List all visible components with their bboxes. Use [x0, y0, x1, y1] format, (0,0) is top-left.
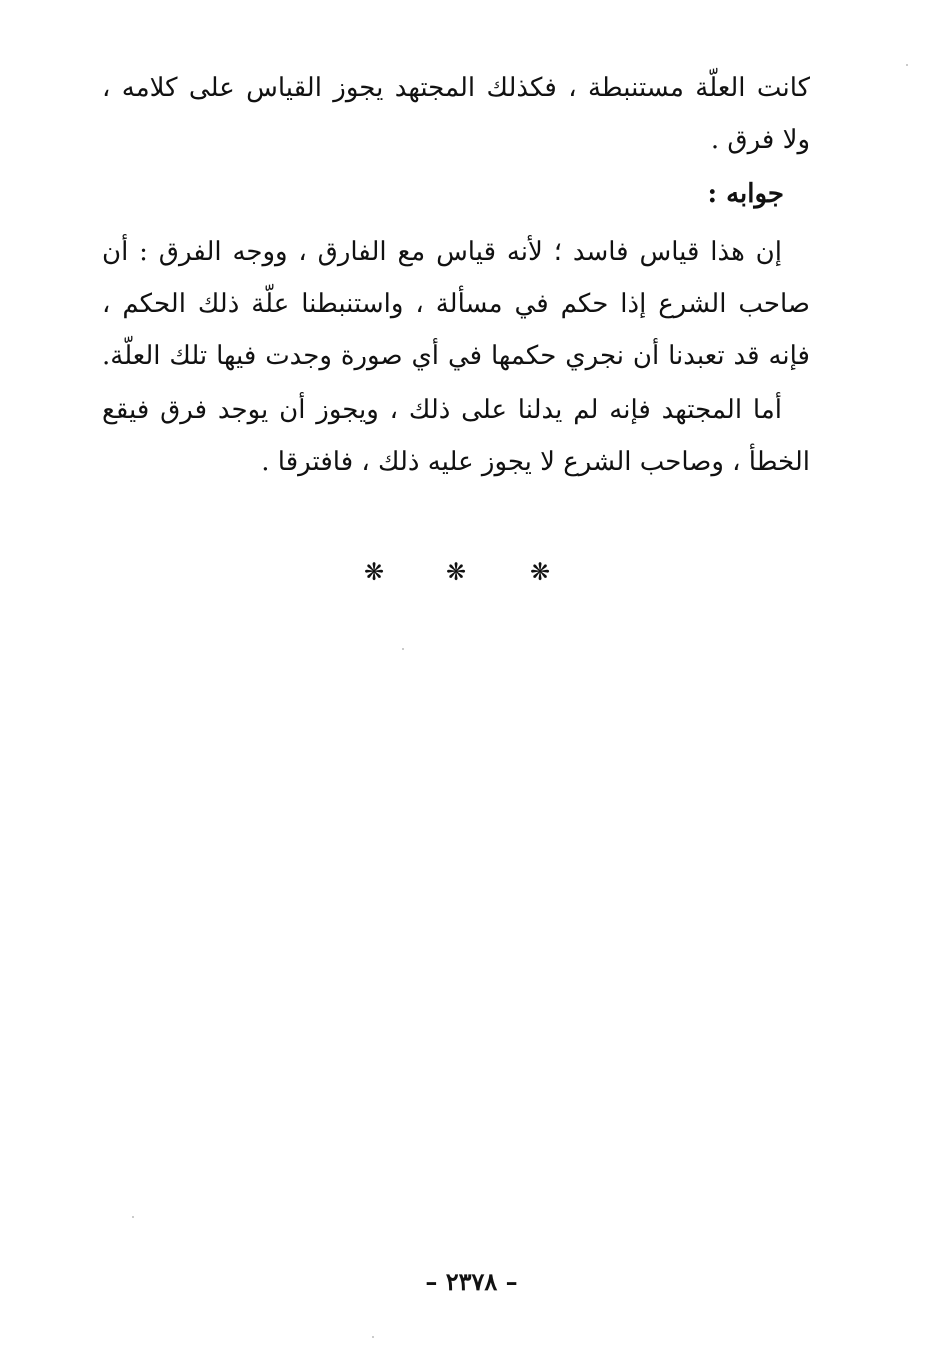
paragraph-line: صاحب الشرع إذا حكم في مسألة ، واستنبطنا علّة ذلك الحكم ،: [102, 289, 810, 319]
page-number: – ٢٣٧٨ –: [425, 1267, 518, 1296]
paragraph-line: كانت العلّة مستنبطة ، فكذلك المجتهد يجوز القياس على كلامه ،: [102, 73, 810, 103]
paragraph-objection: [102, 62, 810, 166]
section-divider: [0, 552, 943, 592]
paragraph-conclusion: [102, 384, 810, 488]
scan-speck: [372, 1336, 374, 1338]
scan-speck: [402, 648, 404, 650]
paragraph-line: الخطأ ، وصاحب الشرع لا يجوز عليه ذلك ، فافترقا .: [261, 447, 810, 477]
paragraph-answer: [102, 226, 810, 382]
scan-speck: [906, 64, 908, 66]
scan-speck: [132, 1216, 134, 1218]
divider-star-icon: ❋: [364, 558, 385, 586]
divider-star-icon: ❋: [530, 558, 551, 586]
paragraph-line: ولا فرق .: [710, 125, 810, 155]
paragraph-line: أما المجتهد فإنه لم يدلنا على ذلك ، ويجوز أن يوجد فرق فيقع: [102, 395, 782, 425]
paragraph-line: إن هذا قياس فاسد ؛ لأنه قياس مع الفارق ، ووجه الفرق : أن: [102, 237, 782, 267]
answer-heading: جوابه :: [707, 179, 784, 209]
paragraph-line: فإنه قد تعبدنا أن نجري حكمها في أي صورة وجدت فيها تلك العلّة.: [102, 341, 810, 371]
divider-star-icon: ❋: [446, 558, 467, 586]
